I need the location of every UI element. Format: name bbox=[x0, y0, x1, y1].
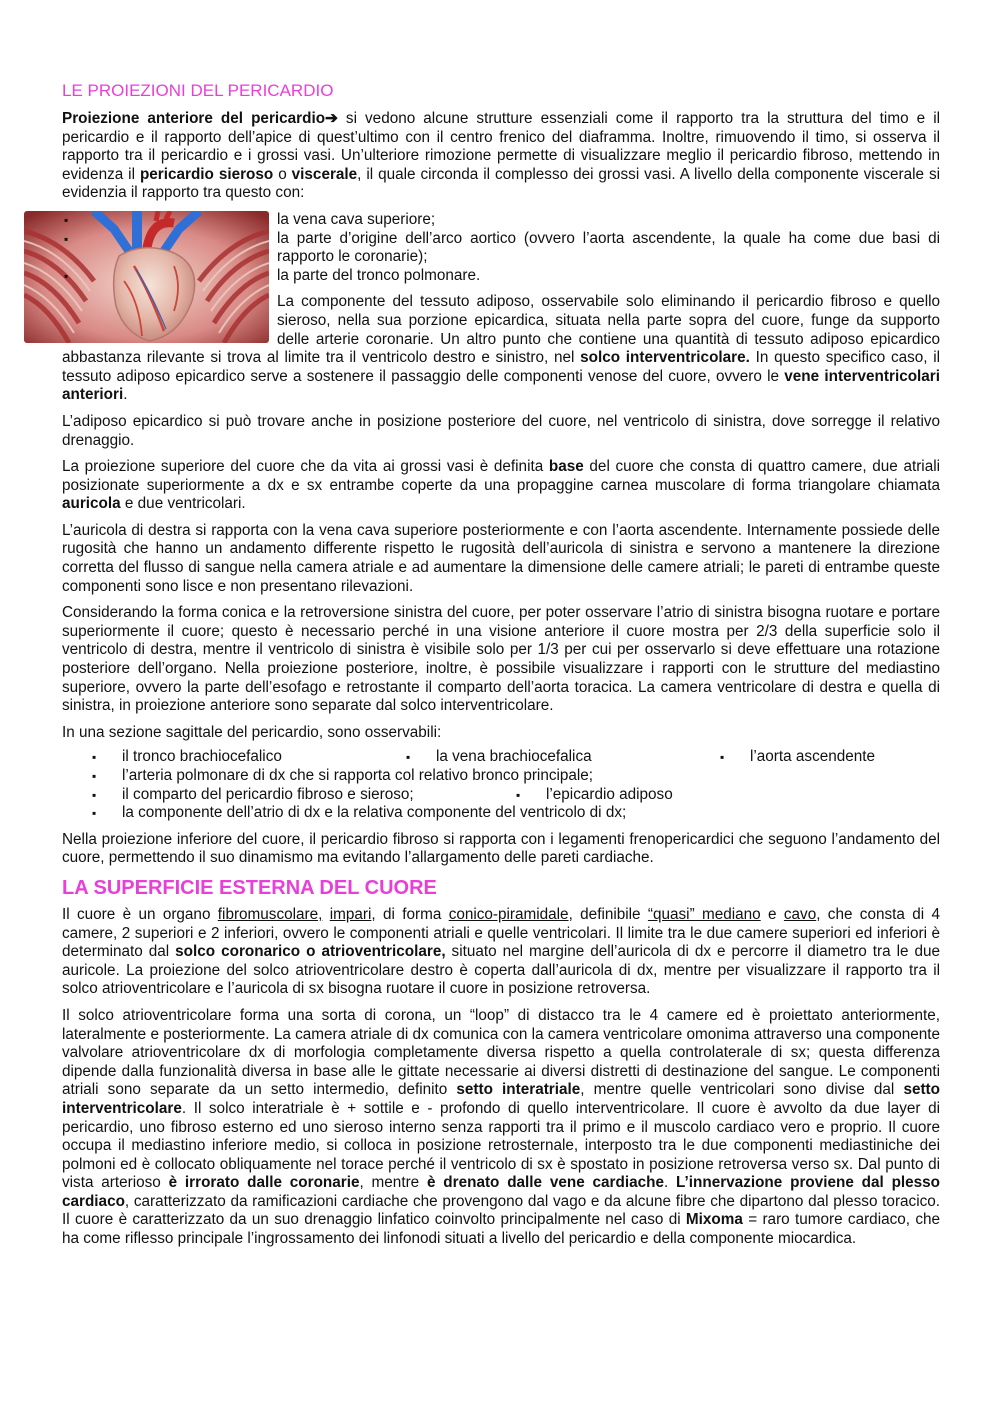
bold-term: auricola bbox=[62, 495, 121, 513]
paragraph-proiezione-anteriore bbox=[62, 110, 940, 203]
paragraph-auricola-destra: L’auricola di destra si rapporta con la vena cava superiore posteriormente e con l’aorta ascendente. Internamente possiede delle rugosità che hanno un andamento differente rispetto le rugosità dell’auricola di sinistra e servono a mantenere la direzione corretta del flusso di sangue nella camera atriale e ad aumentare la dimensione delle camere atriali; le pareti di entrambe queste componenti sono lisce e non presentano rilevazioni. bbox=[62, 521, 940, 595]
underlined-term: conico-piramidale bbox=[448, 905, 569, 923]
list-row bbox=[92, 748, 940, 767]
bold-term: viscerale bbox=[291, 165, 358, 183]
bold-term: è irrorato dalle coronarie bbox=[168, 1174, 360, 1192]
list-row bbox=[92, 786, 940, 805]
text-span: La proiezione superiore del cuore che da vita ai grossi vasi è definita bbox=[62, 458, 549, 476]
paragraph-adiposo-epicardico: L’adiposo epicardico si può trovare anche in posizione posteriore del cuore, nel ventricolo di sinistra, dove sorregge il relativo drenaggio. bbox=[62, 412, 940, 449]
list-item: ▪ la parte d’origine dell’arco aortico (ovvero l’aorta ascendente, la quale ha come due basi di rapporto le coronarie); bbox=[62, 230, 940, 267]
text-span: La componente del tessuto adiposo, osservabile solo eliminando il pericardio fibroso e quello sieroso, nella sua porzione epicardica, situata nella parte sopra del cuore, funge da supporto delle arterie coronarie. Un altro punto che contiene una quantità di tessuto adiposo epicardico abbastanza rilevante si trova al limite tra il ventricolo destro e sinistro, nel bbox=[62, 293, 940, 367]
bold-term: base bbox=[548, 458, 584, 476]
list-item: ▪ la parte del tronco polmonare. bbox=[62, 267, 940, 286]
underlined-term: “quasi” mediano bbox=[647, 905, 761, 923]
text-span: , di forma bbox=[371, 905, 449, 923]
bold-term: solco coronarico o atrioventricolare, bbox=[175, 943, 446, 961]
underlined-term: impari bbox=[329, 905, 372, 923]
list-item: ▪ l’aorta ascendente bbox=[720, 748, 875, 767]
list-item: ▪ la vena brachiocefalica bbox=[406, 748, 720, 767]
list-item: ▪ l’arteria polmonare di dx che si rapporta col relativo bronco principale; bbox=[92, 767, 940, 786]
list-item: ▪ l’epicardio adiposo bbox=[516, 786, 673, 805]
list-item: ▪ la vena cava superiore; bbox=[62, 211, 940, 230]
bold-term: è drenato dalle vene cardiache bbox=[426, 1174, 664, 1192]
text-span: e bbox=[760, 905, 784, 923]
paragraph-proiezione-inferiore: Nella proiezione inferiore del cuore, il pericardio fibroso si rapporta con i legamenti frenopericardici che seguono l’andamento del cuore, permettendo il suo dinamismo ma evitando l’allargamento delle pareti cardiache. bbox=[62, 830, 940, 867]
text-span: , mentre bbox=[359, 1174, 427, 1192]
visceral-relations-list bbox=[62, 211, 940, 285]
paragraph-solco-atrioventricolare bbox=[62, 1007, 940, 1249]
text-span: . Il solco interatriale è + sottile e - profondo di quello interventricolare. Il cuore è avvolto da due layer di pericardio, uno fibroso esterno ed uno sieroso interno senza rapporti tra il primo e il muscolo cardiaco vero e proprio. Il cuore occupa il mediastino inferiore medio, si colloca in posizione retrosternale, interposto tra le due componenti mediastiniche dei polmoni ed è collocato obliquamente nel torace perché il ventricolo di sx è spostato in posizione retroversa verso sx. Dal punto di vista arterioso bbox=[62, 1099, 940, 1192]
text-span bbox=[322, 906, 329, 923]
text-span: In questo specifico caso, il tessuto adiposo epicardico serve a sostenere il passaggio delle componenti venose del cuore, ovvero le bbox=[62, 349, 941, 385]
bold-term: pericardio sieroso bbox=[139, 165, 274, 183]
text-span: = raro tumore cardiaco, che ha come riflesso principale l’ingrossamento dei linfonodi situati a livello del pericardio e della componente miocardica. bbox=[62, 1211, 940, 1248]
text-span: , caratterizzato da ramificazioni cardiache che provengono dal vago e da alcune fibre che dipartono dal plesso toracico. Il cuore è caratterizzato da un suo drenaggio linfatico coinvolto principalmente nel caso di bbox=[62, 1192, 940, 1229]
sagittal-structures-list bbox=[92, 748, 940, 822]
section-title-superficie-esterna: LA SUPERFICIE ESTERNA DEL CUORE bbox=[62, 876, 437, 899]
text-span: , il quale circonda il complesso dei grossi vasi. A livello della componente viscerale si evidenzia il rapporto tra questo con: bbox=[62, 165, 941, 202]
text-span: . bbox=[663, 1174, 677, 1192]
paragraph-proiezione-superiore bbox=[62, 458, 940, 514]
underlined-term: fibromuscolare, bbox=[217, 905, 323, 923]
text-span: e due ventricolari. bbox=[120, 495, 246, 513]
list-item: ▪ il tronco brachiocefalico bbox=[92, 748, 406, 767]
text-span: del cuore che consta di quattro camere, due atriali posizionate superiormente a dx e sx entrambe coperte da una propaggine carnea muscolare di forma triangolare chiamata bbox=[62, 458, 940, 494]
bold-term: setto interventricolare bbox=[62, 1081, 940, 1117]
text-span: , mentre quelle ventricolari sono divise dal bbox=[580, 1081, 904, 1099]
text-span: Il cuore è un organo bbox=[62, 905, 218, 923]
bold-term: setto interatriale bbox=[456, 1081, 581, 1099]
text-span: si vedono alcune strutture essenziali come il rapporto tra la struttura del timo e il pericardio e il rapporto dell’apice di quest’ultimo con il centro frenico del diaframma. Inoltre, rimuovendo il timo, si osserva il rapporto tra il pericardio e i grossi vasi. Un’ulteriore rimozione permette di visualizzare meglio il pericardio fibroso, mettendo in evidenza il bbox=[62, 110, 940, 183]
paragraph-sezione-sagittale: In una sezione sagittale del pericardio, sono osservabili: bbox=[62, 723, 442, 741]
bold-term: L’innervazione proviene dal plesso cardiaco bbox=[62, 1174, 941, 1210]
section-title-proiezioni: LE PROIEZIONI DEL PERICARDIO bbox=[62, 81, 334, 100]
text-span: o bbox=[273, 165, 292, 183]
text-span: situato nel margine dell’auricola di dx e percorre il diametro tra le due auricole. La proiezione del solco atrioventricolare destro è coperta dall’auricola di dx, mentre per visualizzare il rapporto tra il solco atrioventricolare e l’auricola di sx bisogna ruotare il cuore in posizione retroversa. bbox=[62, 943, 940, 998]
text-span: . bbox=[123, 386, 128, 404]
text-span: , definibile bbox=[568, 905, 648, 923]
text-span: , che consta di 4 camere, 2 superiori e 2 inferiori, ovvero le componenti atriali e quelle ventricolari. Il limite tra le due camere superiori ed inferiori è determinato dal bbox=[62, 905, 940, 961]
paragraph-cuore-organo bbox=[62, 906, 940, 999]
bold-term: vene interventricolari anteriori bbox=[62, 367, 940, 404]
text-span: Il solco atrioventricolare forma una sorta di corona, un “loop” di distacco tra le 4 camere ed è proiettato anteriormente, lateralmente e posteriormente. La camera atriale di dx comunica con la camera ventricolare omonima attraverso una componente valvolare atrioventricolare dx di morfologia completamente diversa rispetto a quella controlaterale di sx; questa differenza dipende dalla funzionalità diversa in base alle le gittate necessarie ai diversi distretti di destinazione del sangue. Le componenti atriali sono separate da un setto intermedio, definito bbox=[62, 1006, 940, 1099]
list-item: ▪ la componente dell’atrio di dx e la relativa componente del ventricolo di dx; bbox=[92, 804, 940, 823]
bold-term: solco interventricolare. bbox=[580, 349, 750, 367]
underlined-term: cavo bbox=[783, 905, 817, 923]
bold-term: Proiezione anteriore del pericardio bbox=[62, 110, 326, 127]
arrow-icon: ➔ bbox=[325, 110, 338, 127]
paragraph-forma-conica: Considerando la forma conica e la retroversione sinistra del cuore, per poter osservare l’atrio di sinistra bisogna ruotare e portare superiormente il cuore; questo è necessario perché in una visione anteriore il cuore mostra per 2/3 della superficie solo il ventricolo di destra, mentre il ventricolo di sinistra è visibile solo per 1/3 per cui per osservarlo si deve effettuare una rotazione posteriore dell’organo. Nella proiezione posteriore, inoltre, è possibile visualizzare i rapporti con le strutture del mediastino superiore, ovvero la parte dell’esofago e retrostante il comparto dell’aorta toracica. La camera ventricolare di destra e quella di sinistra, in proiezione anteriore sono separate dal solco interventricolare. bbox=[62, 604, 940, 715]
list-item: ▪ il comparto del pericardio fibroso e sieroso; bbox=[92, 786, 516, 805]
bold-term: Mixoma bbox=[685, 1211, 743, 1229]
